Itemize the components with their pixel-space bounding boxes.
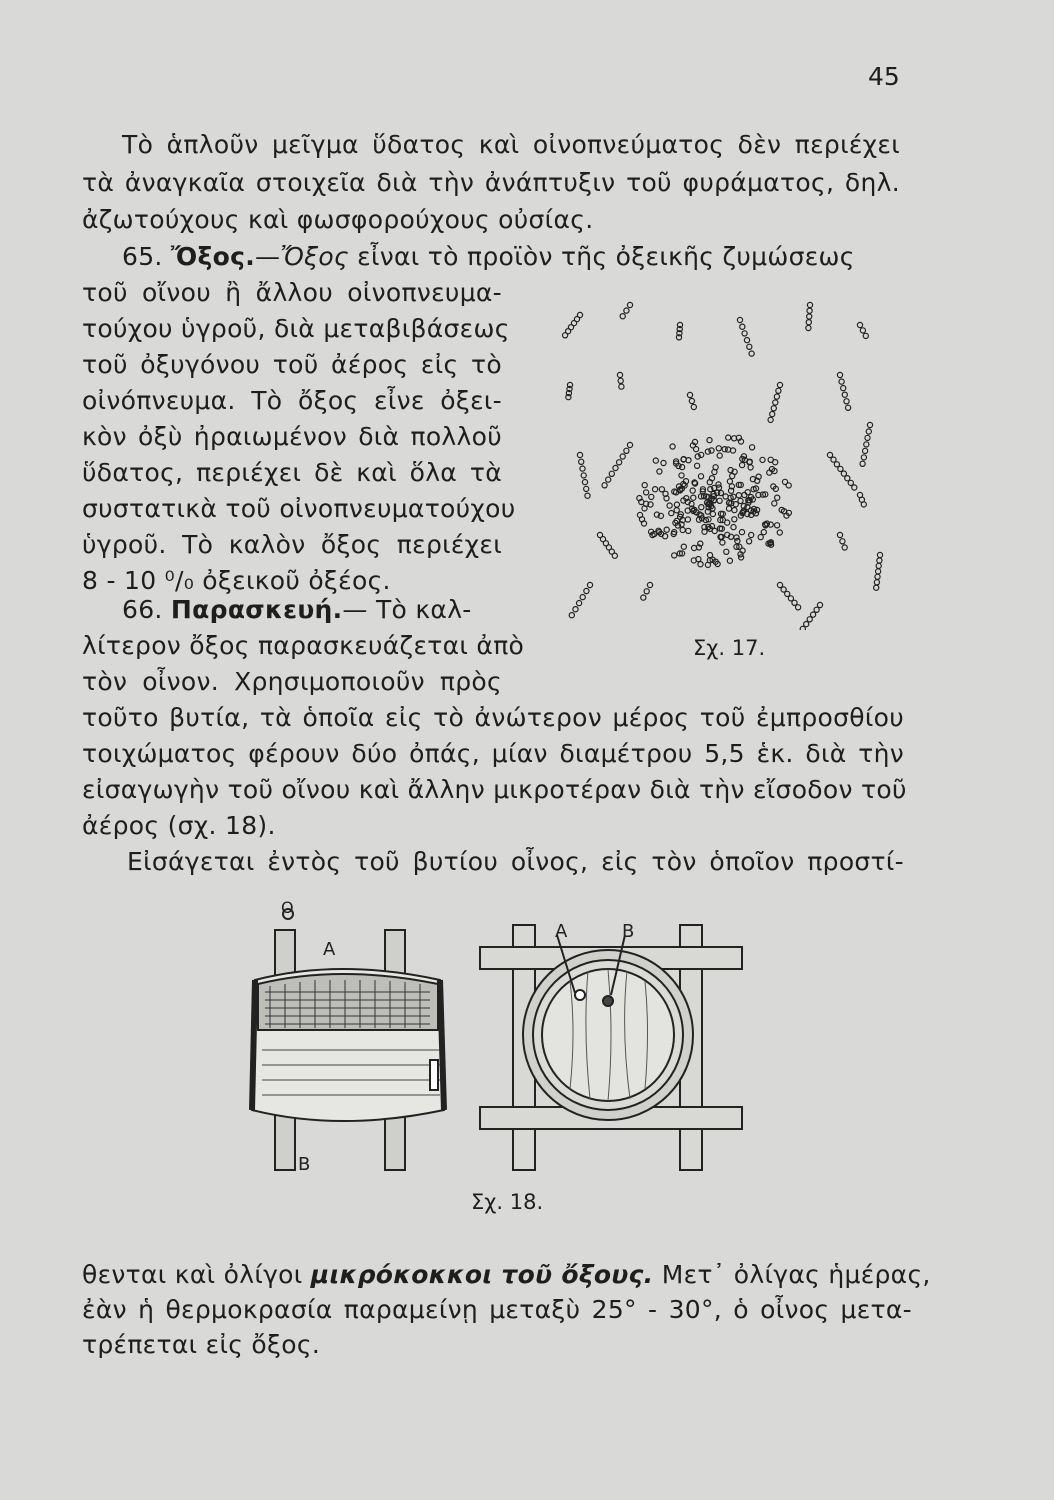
micrococcus-dot [679, 473, 684, 478]
micrococcus-dot [742, 331, 747, 336]
micrococcus-dot [653, 487, 658, 492]
micrococcus-dot [691, 404, 696, 409]
micrococcus-dot [758, 535, 763, 540]
micrococcus-dot [674, 508, 679, 513]
micrococcus-dot [732, 517, 737, 522]
text-line: ἀέρος (σχ. 18). [82, 811, 276, 840]
micrococcus-dot [785, 591, 790, 596]
micrococcus-dot [772, 501, 777, 506]
term-italic: μικρόκοκκοι τοῦ ὄξους. [310, 1260, 654, 1289]
text-line [82, 1258, 931, 1292]
micrococcus-dot [863, 333, 868, 338]
micrococcus-dot [857, 322, 862, 327]
micrococcus-dot [618, 378, 623, 383]
micrococcus-dot [581, 473, 586, 478]
micrococcus-dot [792, 600, 797, 605]
micrococci-dots [563, 302, 883, 630]
text-line: εἰσαγωγὴν τοῦ οἴνου καὶ ἄλλην μικροτέραν διὰ τὴν εἴσοδον τοῦ [82, 775, 907, 804]
label-b: B [298, 1154, 311, 1175]
micrococcus-dot [691, 495, 696, 500]
micrococcus-dot [707, 438, 712, 443]
micrococcus-dot [698, 562, 703, 567]
micrococcus-dot [806, 325, 811, 330]
micrococcus-dot [874, 580, 879, 585]
figure-18-caption: Σχ. 18. [471, 1190, 544, 1214]
micrococcus-dot [777, 382, 782, 387]
micrococcus-dot [641, 595, 646, 600]
micrococcus-dot [717, 453, 722, 458]
micrococcus-dot [730, 448, 735, 453]
micrococcus-dot [672, 553, 677, 558]
closing-start: θενται καὶ ὀλίγοι [82, 1260, 311, 1289]
micrococcus-dot [573, 607, 578, 612]
section-heading: Παρασκευή. [170, 595, 343, 624]
micrococcus-dot [727, 558, 732, 563]
micrococcus-dot [716, 446, 721, 451]
micrococcus-dot [726, 435, 731, 440]
micrococcus-dot [838, 466, 843, 471]
micrococcus-dot [817, 602, 822, 607]
micrococcus-dot [775, 495, 780, 500]
micrococcus-dot [760, 457, 765, 462]
text-line: οἰνόπνευμα. Τὸ ὄξος εἶνε ὀξει- [82, 386, 502, 415]
label-a: A [323, 939, 336, 960]
micrococcus-dot [740, 463, 745, 468]
micrococcus-dot [737, 317, 742, 322]
micrococcus-dot [620, 314, 625, 319]
micrococcus-dot [774, 394, 779, 399]
micrococcus-dot [806, 320, 811, 325]
micrococcus-dot [642, 506, 647, 511]
micrococcus-dot [717, 498, 722, 503]
text-line: τοῦ ὀξυγόνου τοῦ ἀέρος εἰς τὸ [82, 350, 502, 379]
micrococcus-dot [710, 511, 715, 516]
micrococcus-dot [876, 563, 881, 568]
micrococcus-dot [606, 477, 611, 482]
micrococcus-dot [613, 465, 618, 470]
micrococcus-dot [649, 494, 654, 499]
text-line: 8 - 10 ⁰/₀ ὀξεικοῦ ὀξέος. [82, 566, 391, 595]
micrococcus-dot [624, 308, 629, 313]
micrococcus-dot [577, 452, 582, 457]
micrococcus-dot [647, 582, 652, 587]
micrococcus-dot [667, 503, 672, 508]
micrococcus-dot [863, 448, 868, 453]
micrococcus-dot [848, 480, 853, 485]
micrococcus-dot [834, 462, 839, 467]
micrococcus-dot [736, 493, 741, 498]
micrococcus-dot [624, 448, 629, 453]
micrococcus-dot [771, 406, 776, 411]
micrococcus-dot [807, 308, 812, 313]
micrococcus-dot [619, 384, 624, 389]
micrococcus-dot [768, 417, 773, 422]
micrococcus-dot [761, 530, 766, 535]
figure-17-caption: Σχ. 17. [693, 636, 766, 660]
figure-18-barrel-front [475, 915, 750, 1175]
micrococcus-dot [661, 460, 666, 465]
micrococcus-dot [674, 502, 679, 507]
micrococcus-dot [747, 344, 752, 349]
label-a: A [555, 921, 568, 942]
micrococcus-dot [845, 476, 850, 481]
section-number: 66. [122, 595, 163, 624]
micrococcus-dot [569, 613, 574, 618]
micrococcus-dot [563, 333, 568, 338]
micrococcus-dot [777, 582, 782, 587]
micrococcus-dot [582, 480, 587, 485]
micrococcus-dot [866, 429, 871, 434]
micrococcus-dot [750, 445, 755, 450]
micrococcus-dot [627, 442, 632, 447]
micrococcus-dot [732, 508, 737, 513]
micrococcus-dot [670, 444, 675, 449]
figure-18-barrel-section [240, 900, 465, 1185]
text-line: Τὸ ἁπλοῦν μεῖγμα ὕδατος καὶ οἰνοπνεύματος δὲν περιέχει [122, 130, 900, 159]
micrococcus-dot [877, 558, 882, 563]
micrococcus-dot [776, 388, 781, 393]
micrococcus-dot [707, 553, 712, 558]
micrococcus-dot [657, 469, 662, 474]
text-line: τούχου ὑγροῦ, διὰ μεταβιβάσεως [82, 314, 510, 343]
micrococcus-dot [867, 422, 872, 427]
section-heading: Ὄξος. [170, 242, 256, 271]
micrococcus-dot [770, 412, 775, 417]
micrococcus-dot [580, 595, 585, 600]
term-italic: Ὄξος [280, 242, 349, 271]
micrococcus-dot [861, 502, 866, 507]
micrococcus-dot [681, 544, 686, 549]
text-line: συστατικὰ τοῦ οἰνοπνευματούχου [82, 494, 516, 523]
micrococcus-dot [617, 372, 622, 377]
micrococcus-dot [744, 338, 749, 343]
micrococcus-dot [844, 399, 849, 404]
micrococcus-dot [664, 527, 669, 532]
micrococcus-dot [726, 506, 731, 511]
micrococcus-dot [876, 569, 881, 574]
text-line: λίτερον ὄξος παρασκευάζεται ἀπὸ [82, 631, 525, 660]
micrococcus-dot [644, 589, 649, 594]
micrococcus-dot [731, 525, 736, 530]
micrococcus-dot [602, 483, 607, 488]
text-line: τὰ ἀναγκαῖα στοιχεῖα διὰ τὴν ἀνάπτυξιν τοῦ φυράματος, δηλ. [82, 168, 900, 197]
heading-rest: εἶναι τὸ προϊὸν τῆς ὀξεικῆς ζυμώσεως [348, 242, 855, 271]
micrococcus-dot [642, 483, 647, 488]
micrococcus-dot [585, 493, 590, 498]
micrococcus-dot [804, 622, 809, 627]
heading-rest: — Τὸ καλ- [342, 595, 472, 624]
micrococcus-dot [777, 530, 782, 535]
micrococcus-dot [807, 617, 812, 622]
micrococcus-dot [650, 532, 655, 537]
micrococcus-dot [687, 392, 692, 397]
text-line: Εἰσάγεται ἐντὸς τοῦ βυτίου οἶνος, εἰς τὸν ὁποῖον προστί- [127, 847, 904, 876]
section-65-heading-line [122, 240, 902, 274]
micrococcus-dot [747, 539, 752, 544]
text-line: τὸν οἶνον. Χρησιμοποιοῦν πρὸς [82, 667, 502, 696]
text-line: τοῦτο βυτία, τὰ ὁποῖα εἰς τὸ ἀνώτερον μέρος τοῦ ἐμπροσθίου [82, 703, 904, 732]
micrococcus-dot [841, 386, 846, 391]
micrococcus-dot [837, 532, 842, 537]
figure-17-micrococci-illustration [540, 285, 910, 630]
micrococcus-dot [659, 487, 664, 492]
micrococcus-dot [875, 574, 880, 579]
micrococcus-dot [860, 461, 865, 466]
micrococcus-dot [669, 511, 674, 516]
text-line: ὑγροῦ. Τὸ καλὸν ὄξος περιέχει [82, 530, 502, 559]
micrococcus-dot [786, 483, 791, 488]
micrococcus-dot [840, 539, 845, 544]
micrococcus-dot [865, 435, 870, 440]
micrococcus-dot [644, 490, 649, 495]
micrococcus-dot [807, 314, 812, 319]
micrococcus-dot [807, 302, 812, 307]
micrococcus-dot [738, 498, 743, 503]
text-line: τοιχώματος φέρουν δύο ὀπάς, μίαν διαμέτρου 5,5 ἑκ. διὰ τὴν [82, 739, 904, 768]
micrococcus-dot [734, 535, 739, 540]
micrococcus-dot [842, 545, 847, 550]
micrococcus-dot [814, 607, 819, 612]
micrococcus-dot [842, 392, 847, 397]
micrococcus-dot [587, 582, 592, 587]
micrococcus-dot [877, 552, 882, 557]
micrococcus-dot [749, 532, 754, 537]
micrococcus-dot [695, 463, 700, 468]
micrococcus-dot [837, 372, 842, 377]
micrococcus-dot [584, 486, 589, 491]
micrococcus-dot [852, 485, 857, 490]
micrococcus-dot [698, 474, 703, 479]
micrococcus-dot [686, 528, 691, 533]
micrococcus-dot [796, 605, 801, 610]
text-line: τοῦ οἴνου ἢ ἄλλου οἰνοπνευμα- [82, 278, 502, 307]
text-line: ὕδατος, περιέχει δὲ καὶ ὅλα τὰ [82, 458, 502, 487]
micrococcus-dot [874, 585, 879, 590]
micrococcus-dot [685, 517, 690, 522]
micrococcus-dot [723, 494, 728, 499]
micrococcus-dot [811, 612, 816, 617]
micrococcus-dot [748, 465, 753, 470]
dash: — [255, 242, 281, 271]
micrococcus-dot [579, 459, 584, 464]
section-66-heading-line [122, 593, 502, 627]
text-line: τρέπεται εἰς ὄξος. [82, 1330, 321, 1359]
micrococcus-dot [739, 530, 744, 535]
text-line: κὸν ὀξὺ ἠραιωμένον διὰ πολλοῦ [82, 422, 502, 451]
micrococcus-dot [730, 473, 735, 478]
label-o: Ο [281, 898, 294, 917]
micrococcus-dot [800, 626, 805, 630]
micrococcus-dot [749, 351, 754, 356]
text-line: ἀζωτούχους καὶ φωσφορούχους οὐσίας. [82, 205, 594, 234]
micrococcus-dot [773, 400, 778, 405]
micrococcus-dot [689, 398, 694, 403]
micrococcus-dot [620, 454, 625, 459]
micrococcus-dot [720, 540, 725, 545]
page-number: 45 [868, 62, 900, 91]
micrococcus-dot [584, 588, 589, 593]
micrococcus-dot [685, 508, 690, 513]
micrococcus-dot [839, 379, 844, 384]
micrococcus-dot [831, 457, 836, 462]
micrococcus-dot [775, 523, 780, 528]
micrococcus-dot [690, 488, 695, 493]
micrococcus-dot [740, 324, 745, 329]
micrococcus-dot [724, 549, 729, 554]
micrococcus-dot [680, 527, 685, 532]
micrococcus-dot [773, 460, 778, 465]
micrococcus-dot [653, 458, 658, 463]
micrococcus-dot [617, 460, 622, 465]
micrococcus-dot [846, 405, 851, 410]
micrococcus-dot [861, 455, 866, 460]
micrococcus-dot [612, 553, 617, 558]
micrococcus-dot [627, 302, 632, 307]
micrococcus-dot [577, 601, 582, 606]
label-b: B [622, 921, 635, 942]
micrococcus-dot [726, 447, 731, 452]
micrococcus-dot [827, 452, 832, 457]
closing-end: Μετ᾽ ὀλίγας ἡμέρας, [653, 1260, 931, 1289]
micrococcus-dot [609, 471, 614, 476]
micrococcus-dot [860, 328, 865, 333]
section-number: 65. [122, 242, 163, 271]
micrococcus-dot [580, 466, 585, 471]
text-line: ἐὰν ἡ θερμοκρασία παραμείνῃ μεταξὺ 25° - 30°, ὁ οἶνος μετα- [82, 1295, 912, 1324]
micrococcus-dot [864, 442, 869, 447]
micrococcus-dot [712, 528, 717, 533]
micrococcus-dot [699, 505, 704, 510]
